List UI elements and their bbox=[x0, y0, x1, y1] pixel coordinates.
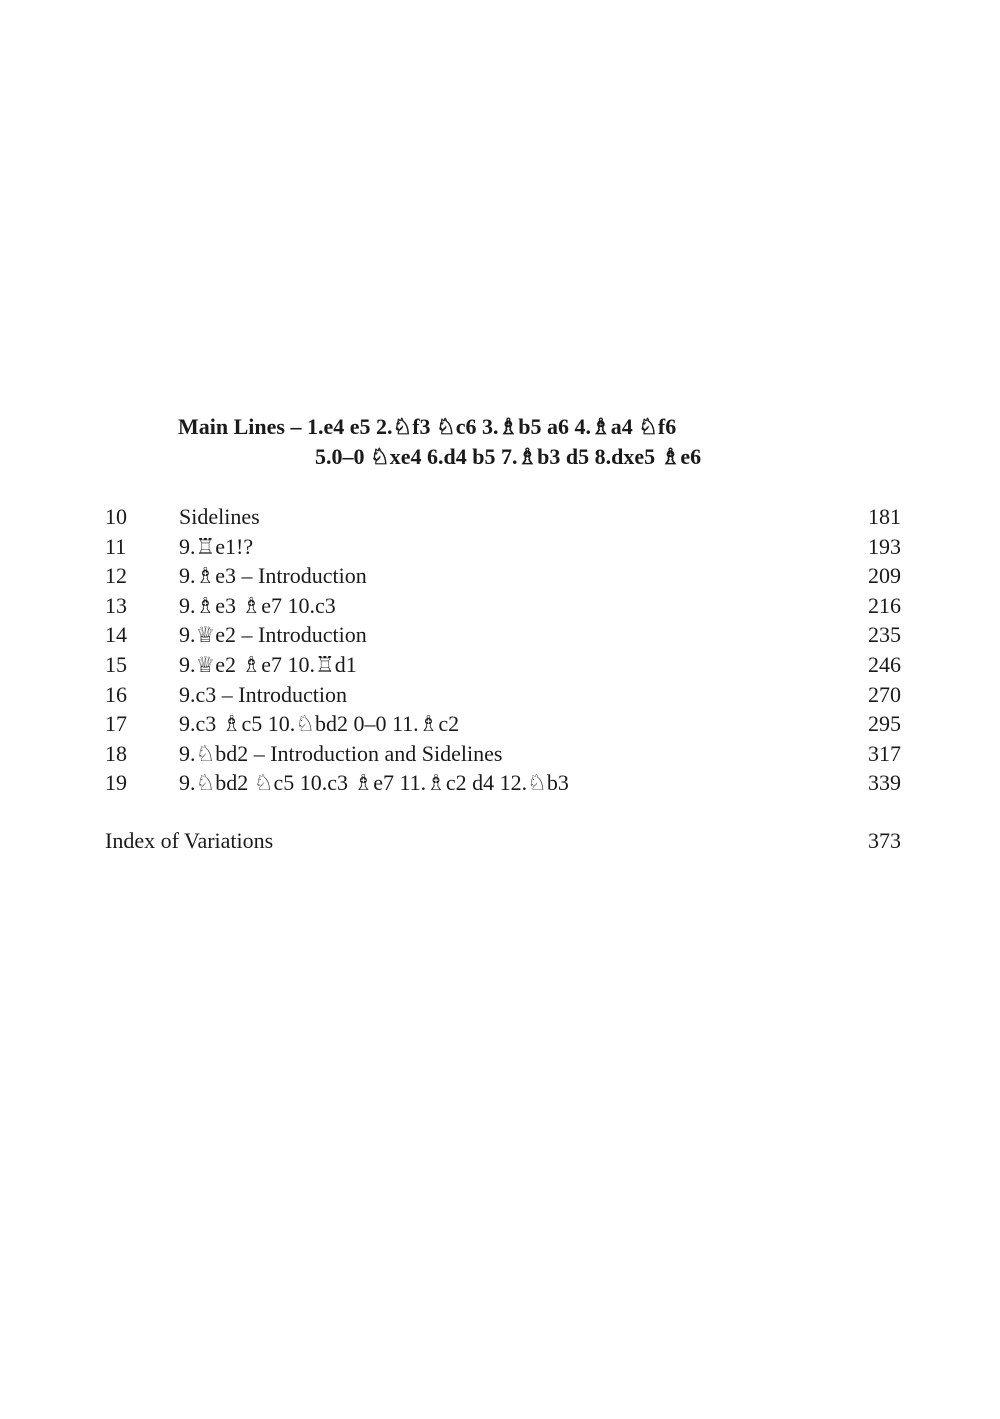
chapter-page: 209 bbox=[868, 563, 901, 589]
part-heading-line2: 5.0–0 ♘xe4 6.d4 b5 7.♗b3 d5 8.dxe5 ♗e6 bbox=[315, 444, 702, 469]
chapter-row[interactable] bbox=[105, 620, 901, 650]
chapter-title: 9.c3 ♗c5 10.♘bd2 0–0 11.♗c2 bbox=[179, 711, 460, 737]
chapter-title: Sidelines bbox=[179, 504, 260, 529]
chapter-title: 9.♖e1!? bbox=[179, 533, 254, 559]
chapter-number: 10 bbox=[105, 504, 127, 529]
chapter-title: 9.c3 – Introduction bbox=[179, 681, 348, 707]
chapter-number: 19 bbox=[105, 770, 127, 796]
chapter-list bbox=[105, 502, 901, 798]
index-title: Index of Variations bbox=[105, 828, 274, 853]
chapter-row[interactable] bbox=[105, 709, 901, 739]
chapter-page: 235 bbox=[868, 622, 901, 648]
chapter-page: 181 bbox=[868, 504, 901, 529]
chapter-number: 12 bbox=[105, 563, 127, 589]
chapter-row[interactable] bbox=[105, 561, 901, 591]
chapter-title: 9.♘bd2 – Introduction and Sidelines bbox=[179, 740, 503, 766]
chapter-number: 11 bbox=[105, 533, 127, 559]
chapter-number: 13 bbox=[105, 592, 127, 618]
chapter-title: 9.♗e3 ♗e7 10.c3 bbox=[179, 592, 336, 618]
chapter-title: 9.♕e2 ♗e7 10.♖d1 bbox=[179, 651, 357, 677]
chapter-title: 9.♕e2 – Introduction bbox=[179, 622, 367, 648]
index-page: 373 bbox=[868, 828, 901, 853]
chapter-page: 339 bbox=[868, 770, 901, 796]
chapter-title: 9.♘bd2 ♘c5 10.c3 ♗e7 11.♗c2 d4 12.♘b3 bbox=[179, 770, 569, 796]
part-heading bbox=[178, 412, 878, 472]
chapter-page: 216 bbox=[868, 592, 901, 618]
chapter-row[interactable] bbox=[105, 502, 901, 532]
chapter-number: 18 bbox=[105, 740, 127, 766]
chapter-page: 193 bbox=[868, 533, 901, 559]
chapter-row[interactable] bbox=[105, 650, 901, 680]
chapter-row[interactable] bbox=[105, 591, 901, 621]
chapter-number: 15 bbox=[105, 651, 127, 677]
part-heading-line1: Main Lines – 1.e4 e5 2.♘f3 ♘c6 3.♗b5 a6 4.♗a4 ♘f6 bbox=[178, 414, 677, 439]
chapter-row[interactable] bbox=[105, 768, 901, 798]
chapter-page: 270 bbox=[868, 681, 901, 707]
chapter-page: 295 bbox=[868, 711, 901, 737]
chapter-number: 14 bbox=[105, 622, 127, 648]
chapter-title: 9.♗e3 – Introduction bbox=[179, 563, 367, 589]
chapter-row[interactable] bbox=[105, 680, 901, 710]
chapter-page: 246 bbox=[868, 651, 901, 677]
chapter-page: 317 bbox=[868, 740, 901, 766]
index-entry[interactable] bbox=[105, 826, 901, 856]
chapter-row[interactable] bbox=[105, 739, 901, 769]
chapter-number: 16 bbox=[105, 681, 127, 707]
chapter-number: 17 bbox=[105, 711, 127, 737]
chapter-row[interactable] bbox=[105, 532, 901, 562]
